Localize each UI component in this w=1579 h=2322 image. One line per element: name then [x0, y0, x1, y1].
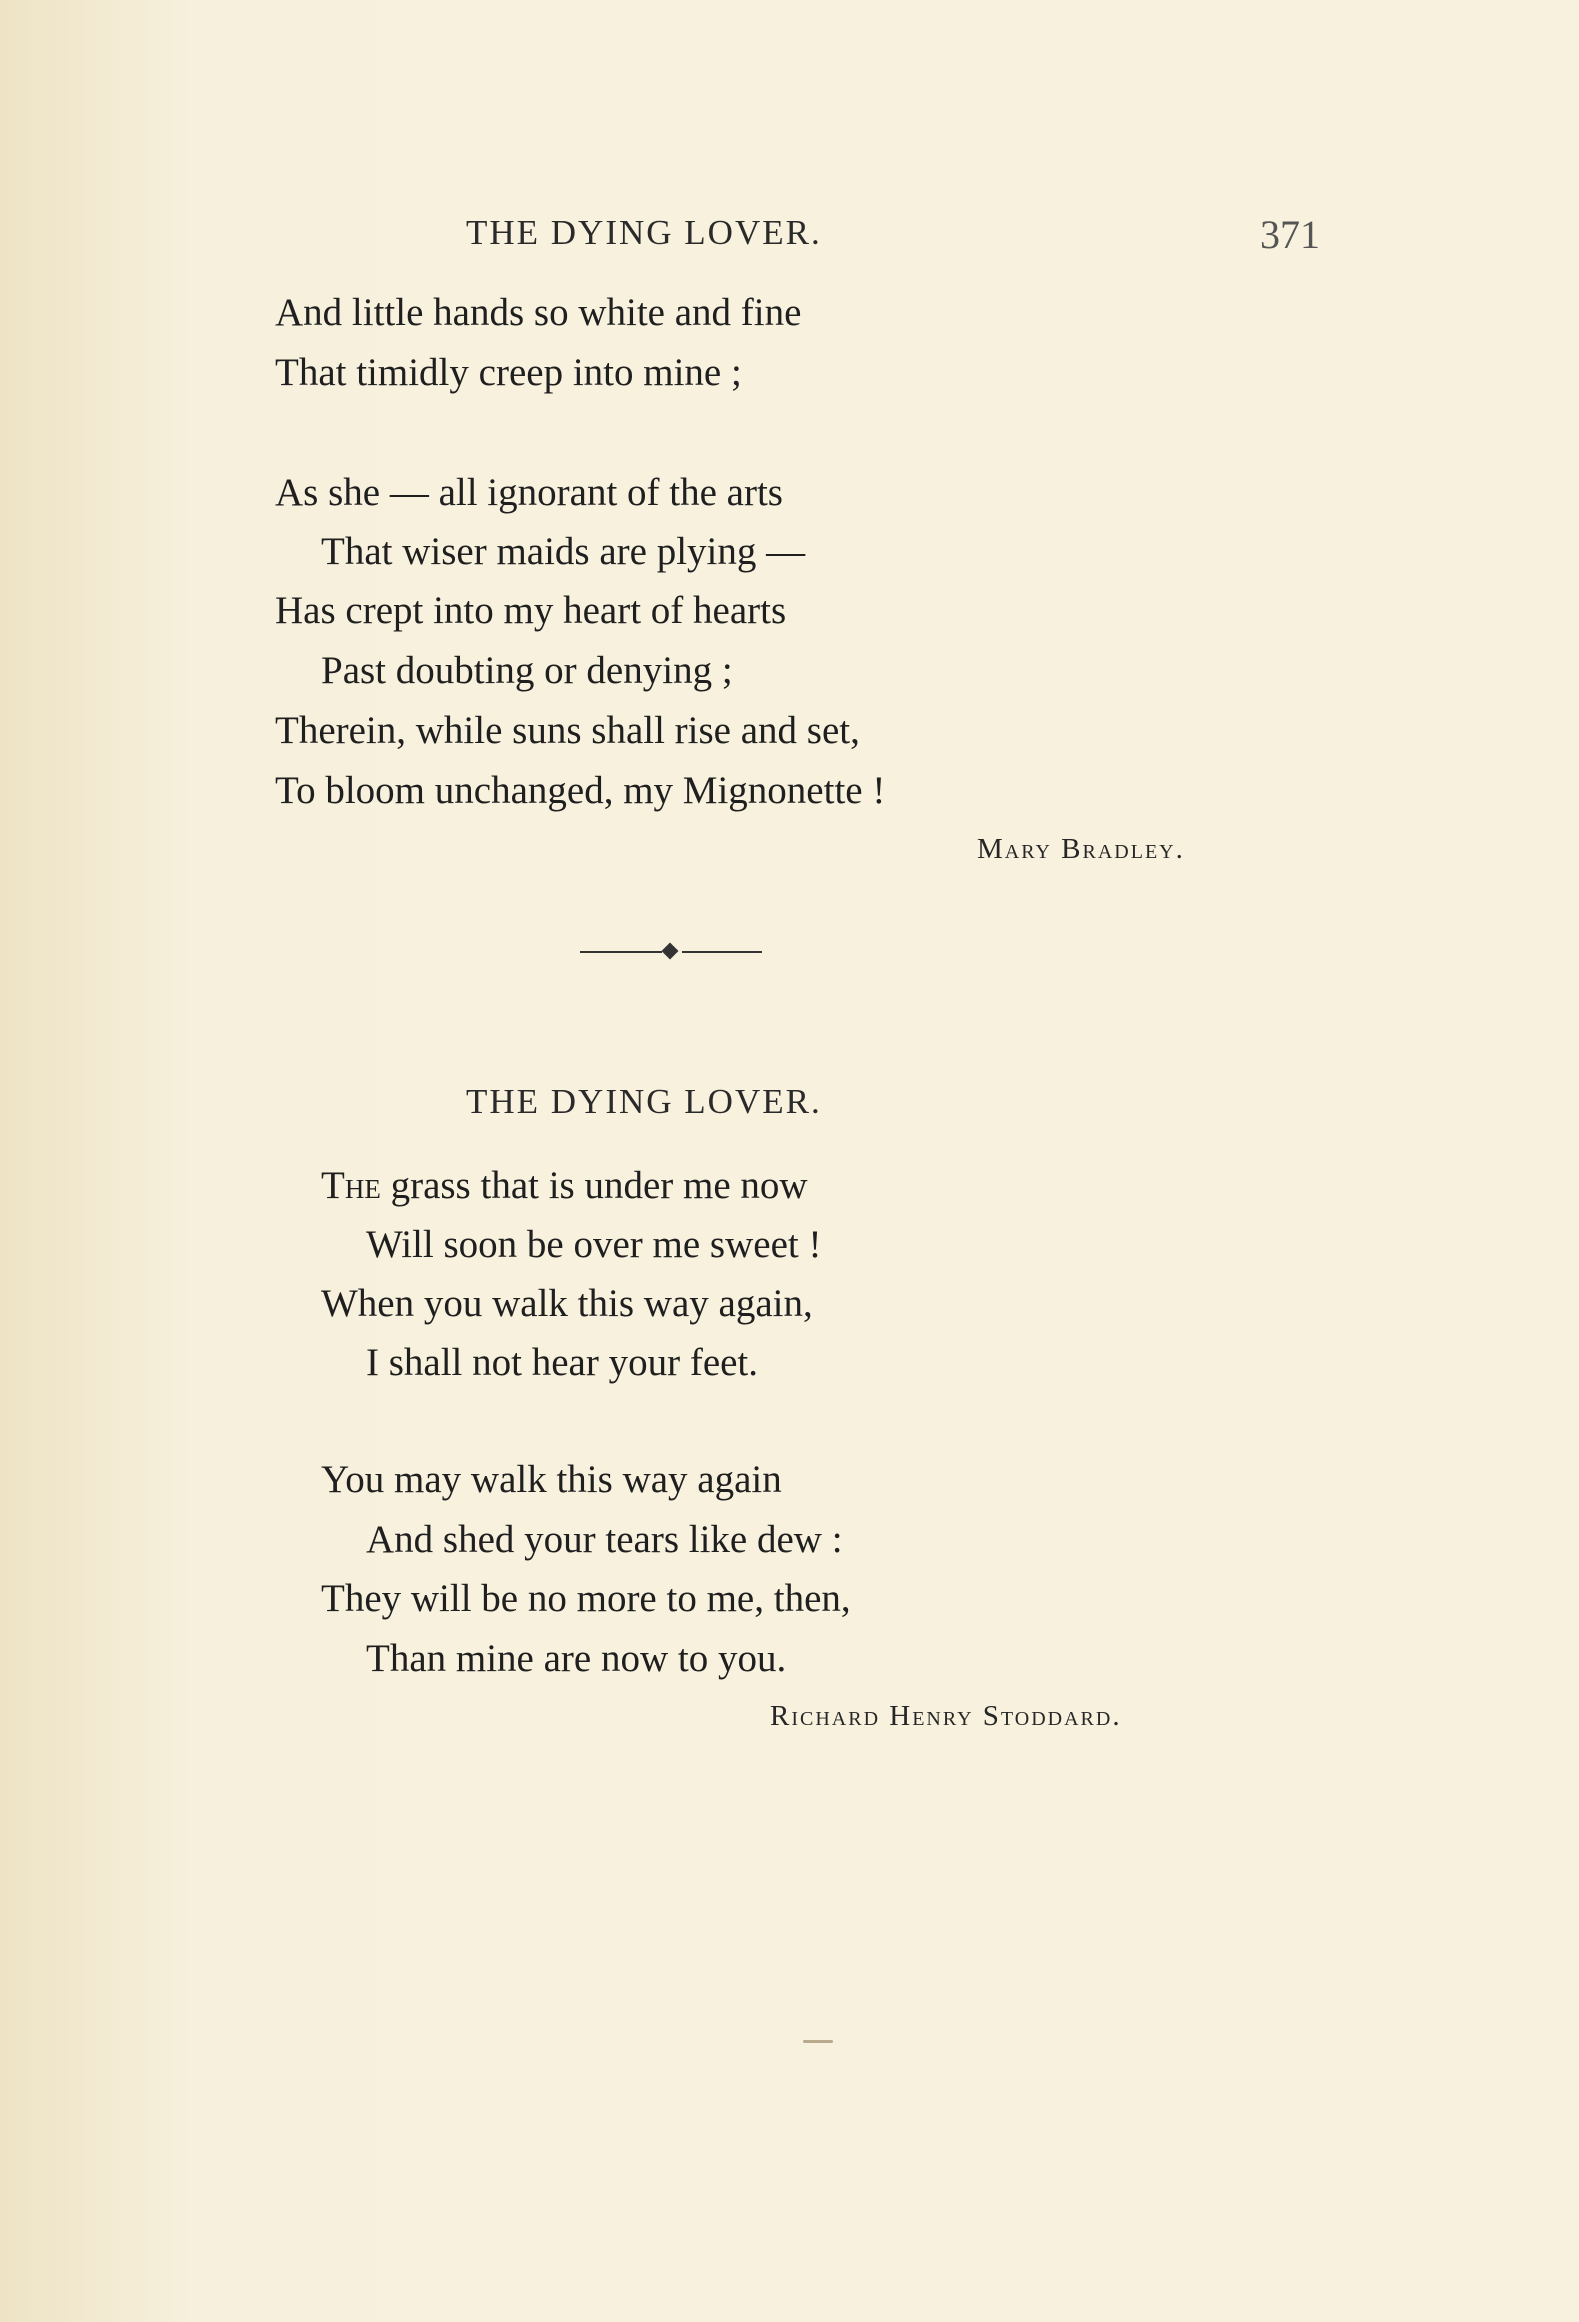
running-head [0, 205, 1579, 255]
poem-line: Will soon be over me sweet ! [366, 1223, 822, 1266]
page-smudge-mark [803, 2040, 833, 2043]
poem-line: As she — all ignorant of the arts [275, 471, 783, 514]
poem-line: To bloom unchanged, my Mignonette ! [275, 769, 886, 812]
divider-diamond-icon [662, 943, 679, 960]
first-line-rest: grass that is under me now [380, 1164, 808, 1207]
attribution-richard-henry-stoddard: Richard Henry Stoddard. [770, 1700, 1122, 1732]
poem-line: And shed your tears like dew : [366, 1518, 843, 1561]
section-divider-ornament [580, 942, 762, 962]
poem-line: That wiser maids are plying — [321, 530, 806, 573]
running-head-title: THE DYING LOVER. [466, 213, 822, 252]
poem-line: Therein, while suns shall rise and set, [275, 709, 860, 752]
divider-rule-right [682, 951, 762, 953]
drop-word: The [321, 1164, 381, 1207]
poem-line: And little hands so white and fine [275, 291, 802, 334]
poem-line: They will be no more to me, then, [321, 1577, 851, 1620]
attribution-mary-bradley: Mary Bradley. [977, 833, 1185, 865]
poem-line: I shall not hear your feet. [366, 1341, 759, 1384]
poem-line: That timidly creep into mine ; [275, 351, 742, 394]
poem-line: You may walk this way again [321, 1458, 782, 1501]
divider-rule-left [580, 951, 662, 953]
poem-line-first [321, 1163, 808, 1208]
poem-line: Has crept into my heart of hearts [275, 589, 787, 632]
poem-line: Past doubting or denying ; [321, 649, 733, 692]
poem-line: Than mine are now to you. [366, 1637, 787, 1680]
poem-title: THE DYING LOVER. [466, 1082, 822, 1121]
page-number: 371 [1260, 212, 1320, 257]
poem-line: When you walk this way again, [321, 1282, 813, 1325]
